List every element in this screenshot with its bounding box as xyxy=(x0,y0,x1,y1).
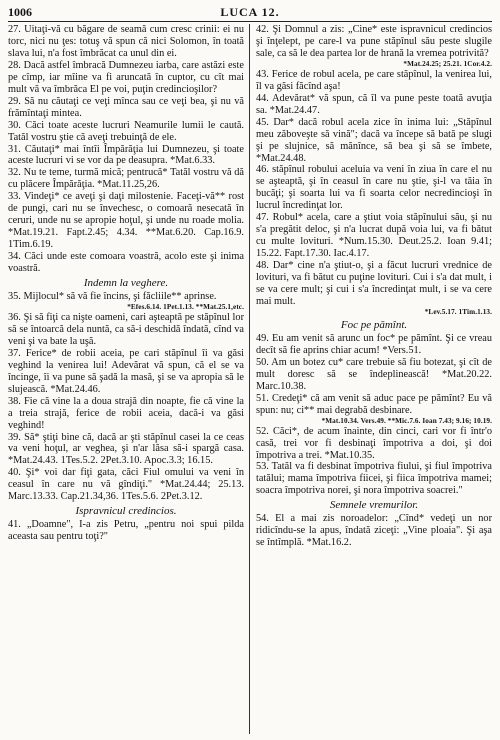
verse: 44. Adevărat* vă spun, că îl va pune peste toată avuţia sa. *Mat.24.47. xyxy=(256,92,492,116)
verse: 33. Vindeţi* ce aveţi şi daţi milostenie. Faceţi-vă** rost de pungi, cari nu se învechesc, o comoară nesecată în ceruri, unde nu se apropie hoţul, şi unde nu roade molia. *Mat.19.21. Fapt.2.45; 4.34. **Mat.6.20. Cap.16.9. 1Tim.6.19. xyxy=(8,191,244,251)
verse: 32. Nu te teme, turmă mică; pentrucă* Tatăl vostru vă dă cu plăcere Împărăţia. *Mat.11.25,26. xyxy=(8,167,244,191)
cross-reference: *Efes.6.14. 1Pet.1.13. **Mat.25.1,etc. xyxy=(127,302,244,311)
verse: 41. „Doamne", I-a zis Petru, „pentru noi spui pilda aceasta sau pentru toţi?" xyxy=(8,519,244,543)
cross-reference: *Mat.24.25; 25.21. 1Cor.4.2. xyxy=(403,59,492,68)
verse: 35. Mijlocul* să vă fie încins, şi făcliile** aprinse. xyxy=(8,291,217,303)
section-heading: Foc pe pămînt. xyxy=(340,318,408,331)
page-number: 1006 xyxy=(8,5,32,19)
right-column xyxy=(256,24,492,736)
verse: 50. Am un botez cu* care trebuie să fiu botezat, şi cît de mult doresc să se îndeplinească! *Mat.20.22. Marc.10.38. xyxy=(256,356,492,392)
cross-reference: *Mat.10.34. Vers.49. **Mic.7.6. Ioan 7.43; 9.16; 10.19. xyxy=(321,416,492,425)
verse: 31. Căutaţi* mai întîi Împărăţia lui Dumnezeu, şi toate aceste lucruri vi se vor da pe deasupra. *Mat.6.33. xyxy=(8,143,244,167)
verse: 42. Şi Domnul a zis: „Cine* este ispravnicul credincios şi înţelept, pe care-l va pune stăpînul său peste slugile sale, ca să le dea partea lor de hrană la vremea potrivită? xyxy=(256,24,492,59)
section-heading: Ispravnicul credincios. xyxy=(75,505,177,518)
cross-reference: *Lev.5.17. 1Tim.1.13. xyxy=(424,307,492,316)
verse: 28. Dacă astfel îmbracă Dumnezeu iarba, care astăzi este pe cîmp, iar mîine va fi aruncată în cuptor, cu cît mai mult vă va îmbrăca El pe voi, puţin credincioşilor? xyxy=(8,59,244,95)
section-heading: Semnele vremurilor. xyxy=(329,499,419,512)
left-column xyxy=(8,24,244,736)
verse: 34. Căci unde este comoara voastră, acolo este şi inima voastră. xyxy=(8,251,244,275)
verse: 27. Uitaţi-vă cu băgare de seamă cum cresc crinii: ei nu torc, nici nu ţes: totuş vă spun că nici Solomon, în toată slava lui, n'a fost îmbrăcat ca unul din ei. xyxy=(8,24,244,59)
verse: 52. Căci*, de acum înainte, din cinci, cari vor fi într'o casă, trei vor fi desbinaţi împotriva a doi, şi doi împotriva a trei. *Mat.10.35. xyxy=(256,425,492,461)
verse: 47. Robul* acela, care a ştiut voia stăpînului său, şi nu s'a pregătit deloc, şi n'a lucrat după voia lui, va fi bătut cu multe lovituri. *Num.15.30. Deut.25.2. Ioan 9.41; 15.22. Fapt.17.30. Iac.4.17. xyxy=(256,212,492,260)
verse: 46. stăpînul robului aceluia va veni în ziua în care el nu se aşteaptă, şi în ceasul în care nu ştie, şi-l va tăia în bucăţi; şi soarta lui va fi soarta celor necredincioşi în lucrul încredinţat lor. xyxy=(256,164,492,212)
verse: 38. Fie că vine la a doua strajă din noapte, fie că vine la a treia strajă, ferice de robii aceia, dacă-i va găsi veghind! xyxy=(8,395,244,431)
verse: 51. Credeţi* că am venit să aduc pace pe pămînt? Eu vă spun: nu; ci** mai degrabă desbinare. xyxy=(256,392,492,416)
book-title: LUCA 12. xyxy=(220,5,280,19)
verse: 45. Dar* dacă robul acela zice în inima lui: „Stăpînul meu zăboveşte să vină"; dacă va începe să bată pe slugi şi pe slujnice, să mănînce, să bea şi să se îmbete, *Mat.24.48. xyxy=(256,116,492,164)
verse: 37. Ferice* de robii aceia, pe cari stăpînul îi va găsi veghind la venirea lui! Adevărat vă spun, că el se va încinge, îi va pune să şadă la masă, şi se va apropia să le slujească. *Mat.24.46. xyxy=(8,347,244,395)
verse: 53. Tatăl va fi desbinat împotriva fiului, şi fiul împotriva tatălui; mama împotriva fiicei, şi fiica împotriva mamei; soacra împotriva norei, şi nora împotriva soacrei." xyxy=(256,461,492,497)
verse: 36. Şi să fiţi ca nişte oameni, cari aşteaptă pe stăpînul lor să se întoarcă dela nuntă, ca să-i deschidă îndată, cînd va veni şi va bate la uşă. xyxy=(8,311,244,347)
column-divider xyxy=(249,24,250,734)
header-rule xyxy=(8,21,492,22)
section-heading: Indemn la veghere. xyxy=(83,277,169,290)
verse: 39. Să* ştiţi bine că, dacă ar şti stăpînul casei la ce ceas va veni hoţul, ar veghea, şi n'ar lăsa să-i spargă casa. *Mat.24.43. 1Tes.5.2. 2Pet.3.10. Apoc.3.3; 16.15. xyxy=(8,431,244,467)
verse: 30. Căci toate aceste lucruri Neamurile lumii le caută. Tatăl vostru ştie că aveţi trebuinţă de ele. xyxy=(8,119,244,143)
verse: 54. El a mai zis noroadelor: „Cînd* vedeţi un nor ridicîndu-se la apus, îndată ziceţi: „Vine ploaia". Şi aşa se întîmplă. *Mat.16.2. xyxy=(256,513,492,549)
verse: 48. Dar* cine n'a ştiut-o, şi a făcut lucruri vrednice de lovituri, va fi bătut cu puţine lovituri. Cui i s'a dat mult, i se va cere mult; şi cui i s'a încredinţat mult, i se va cere mai mult. xyxy=(256,260,492,307)
verse: 49. Eu am venit să arunc un foc* pe pămînt. Şi ce vreau decît să fie aprins chiar acum! *Vers.51. xyxy=(256,332,492,356)
verse: 29. Să nu căutaţi ce veţi mînca sau ce veţi bea, şi nu vă frămîntaţi mintea. xyxy=(8,95,244,119)
verse: 40. Şi* voi dar fiţi gata, căci Fiul omului va veni în ceasul în care nu vă gîndiţi." *Mat.24.44; 25.13. Marc.13.33. Cap.21.34,36. 1Tes.5.6. 2Pet.3.12. xyxy=(8,467,244,503)
verse: 43. Ferice de robul acela, pe care stăpînul, la venirea lui, îl va găsi făcînd aşa! xyxy=(256,68,492,92)
page-header xyxy=(8,5,492,19)
